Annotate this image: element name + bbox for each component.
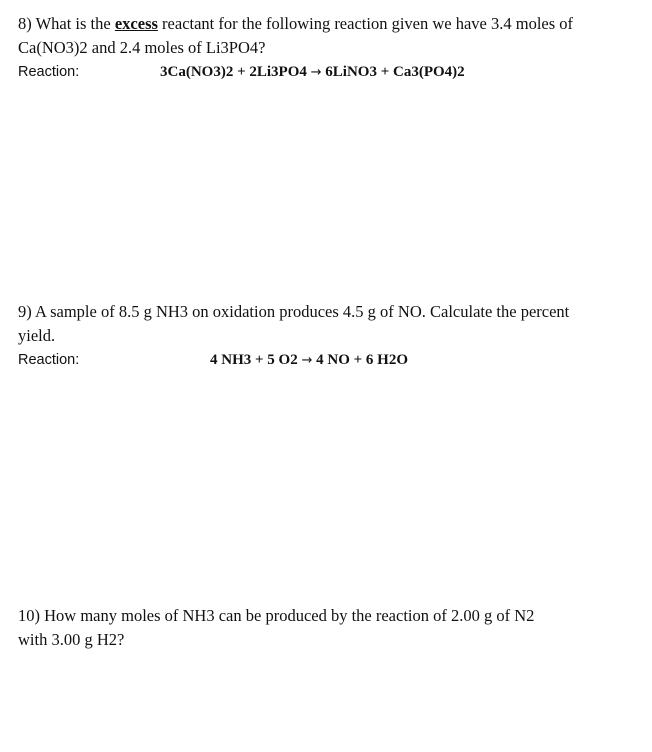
question-8-reaction-label: Reaction: [18,64,80,80]
question-9-equation [210,348,408,373]
question-8-line-1 [18,12,628,36]
question-9-line-1: 9) A sample of 8.5 g NH3 on oxidation produces 4.5 g of NO. Calculate the percent [18,302,570,321]
excess-emphasis: excess [114,14,158,33]
question-9-reactants: 4 NH3 + 5 O2 [210,352,298,368]
question-9-reaction-row [18,348,628,372]
reaction-arrow-icon: → [310,65,322,80]
question-10 [18,604,628,652]
question-10-line-1: 10) How many moles of NH3 can be produced by the reaction of 2.00 g of N2 [18,606,535,625]
question-9-reaction-label: Reaction: [18,352,80,368]
question-9 [18,300,628,372]
question-8-equation [160,60,465,85]
question-8-reactants: 3Ca(NO3)2 + 2Li3PO4 [160,64,307,80]
reaction-arrow-icon: → [301,353,313,368]
question-8-prefix: 8) What is the [18,14,115,33]
question-8-reaction-row [18,60,628,84]
question-8 [18,12,628,84]
question-8-line-1-rest: reactant for the following reaction given we have 3.4 moles of [157,14,574,33]
question-9-products: 4 NO + 6 H2O [316,352,409,368]
question-8-line-2: Ca(NO3)2 and 2.4 moles of Li3PO4? [18,38,266,57]
question-10-line-2: with 3.00 g H2? [18,630,125,649]
question-9-line-2: yield. [18,326,56,345]
question-8-products: 6LiNO3 + Ca3(PO4)2 [325,64,465,80]
